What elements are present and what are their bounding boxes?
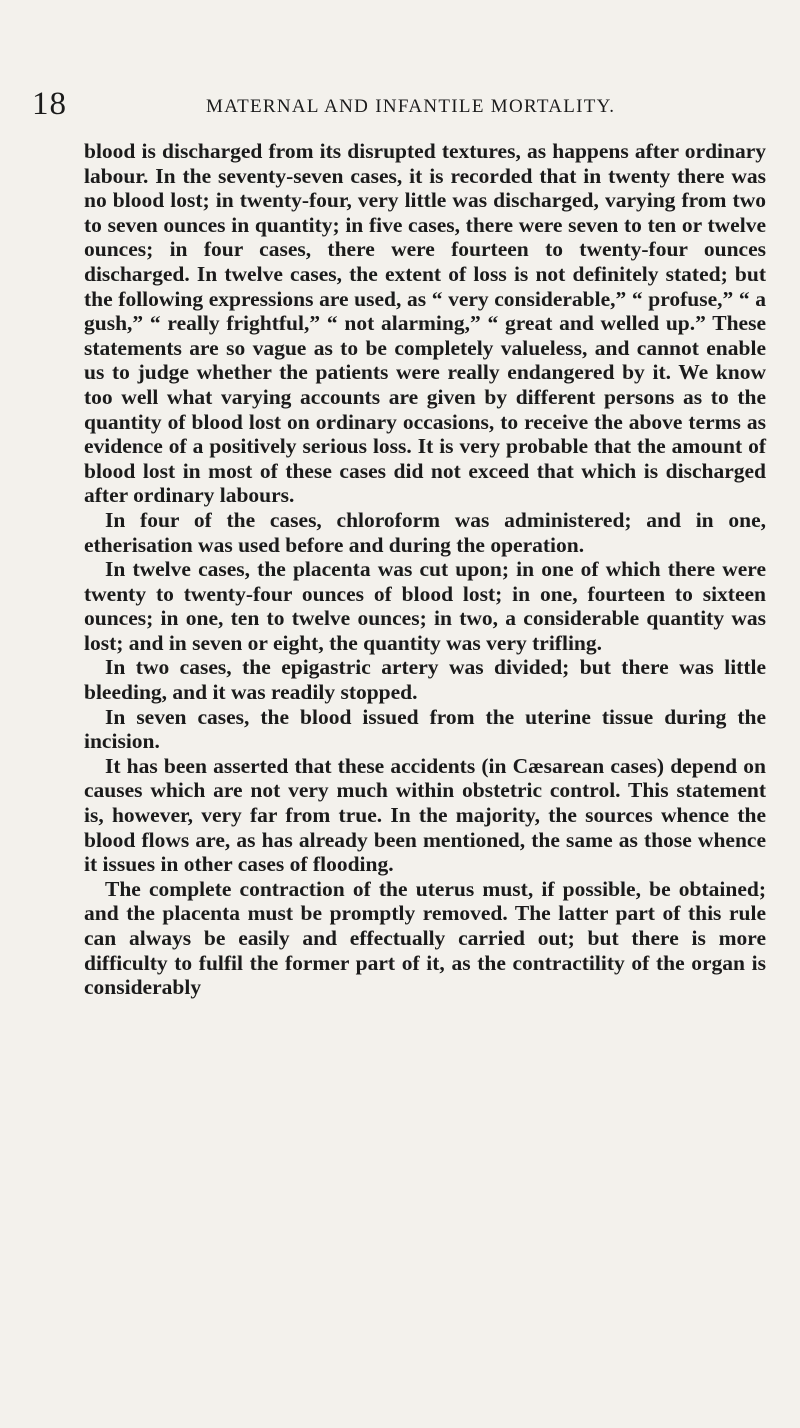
paragraph: In two cases, the epigastric artery was divided; but there was little bleeding, and it was readily stopped. bbox=[84, 655, 766, 705]
paragraph: The complete contraction of the uterus must, if possible, be obtained; and the placenta must be promptly removed. The latter part of this rule can always be easily and effectually carried out; but there is more difficulty to fulfil the former part of it, as the contractility of the organ is considerably bbox=[84, 876, 766, 1000]
paragraph: blood is discharged from its disrupted textures, as happens after ordinary labour. In the seventy-seven cases, it is recorded that in twenty there was no blood lost; in twenty-four, very little was discharged, varying from two to seven ounces in quantity; in five cases, there were seven to ten or twelve ounces; in four cases, there were fourteen to twenty-four ounces discharged. In twelve cases, the extent of loss is not definitely stated; but the following expressions are used, as “ very considerable,” “ profuse,” “ a gush,” “ really frightful,” “ not alarming,” “ great and welled up.” These statements are so vague as to be completely valueless, and cannot enable us to judge whether the patients were really endangered by it. We know too well what varying accounts are given by different persons as to the quantity of blood lost on ordinary occasions, to receive the above terms as evidence of a positively serious loss. It is very probable that the amount of blood lost in most of these cases did not exceed that which is discharged after ordinary labours. bbox=[84, 139, 766, 508]
paragraph: It has been asserted that these accidents (in Cæsarean cases) depend on causes which are not very much within obstetric control. This statement is, however, very far from true. In the majority, the sources whence the blood flows are, as has already been mentioned, the same as those whence it issues in other cases of flooding. bbox=[84, 753, 766, 877]
paragraph: In four of the cases, chloroform was administered; and in one, etherisation was used before and during the operation. bbox=[84, 507, 766, 557]
body-text bbox=[84, 139, 766, 1000]
running-title: MATERNAL AND INFANTILE MORTALITY. bbox=[206, 96, 616, 117]
running-head bbox=[32, 86, 772, 126]
paragraph: In seven cases, the blood issued from the uterine tissue during the incision. bbox=[84, 704, 766, 754]
page-number: 18 bbox=[32, 86, 67, 122]
paragraph: In twelve cases, the placenta was cut upon; in one of which there were twenty to twenty-four ounces of blood lost; in one, fourteen to sixteen ounces; in one, ten to twelve ounces; in two, a considerable quantity was lost; and in seven or eight, the quantity was very trifling. bbox=[84, 557, 766, 655]
